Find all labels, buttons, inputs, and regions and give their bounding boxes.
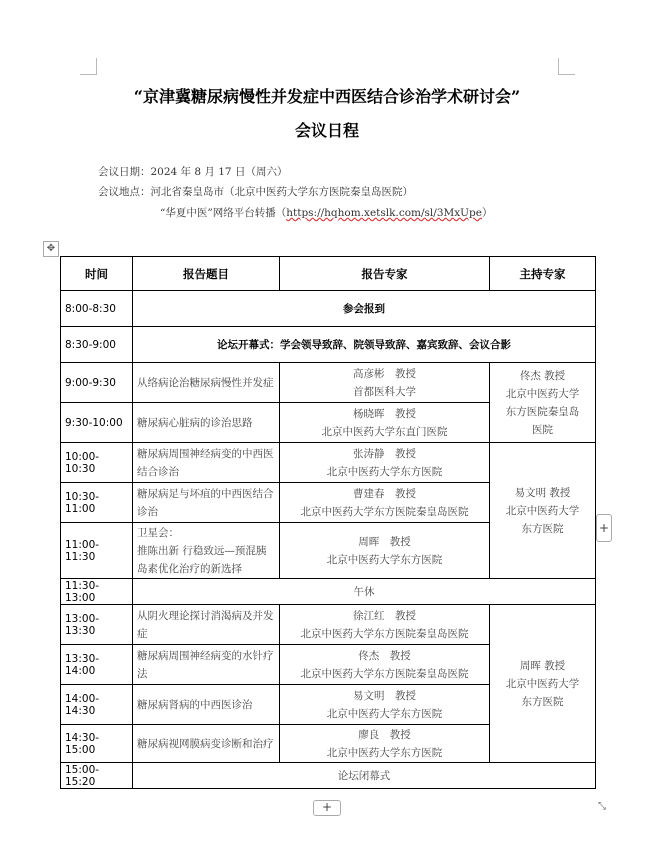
doc-subtitle: 会议日程 (294, 121, 359, 140)
row-time: 10:30-11:00 (61, 483, 133, 523)
table-row (61, 579, 596, 605)
expert-affiliation: 北京中医药大学东方医院秦皇岛医院 (300, 667, 469, 680)
row-time: 13:00-13:30 (61, 605, 133, 645)
row-host (490, 363, 596, 443)
schedule-table (60, 256, 596, 789)
row-time: 11:00-11:30 (61, 523, 133, 579)
row-time: 10:00-10:30 (61, 443, 133, 483)
header-expert: 报告专家 (280, 257, 490, 291)
expert-affiliation: 北京中医药大学东方医院 (326, 707, 443, 720)
row-topic: 从络病论治糖尿病慢性并发症 (133, 363, 280, 403)
page-corner-mark-right (558, 58, 575, 75)
move-icon[interactable]: ✥ (43, 241, 59, 257)
header-time: 时间 (61, 257, 133, 291)
host-affiliation: 北京中医药大学 (505, 387, 580, 400)
row-topic: 从阴火理论探讨消渴病及并发症 (133, 605, 280, 645)
row-topic: 糖尿病视网膜病变诊断和治疗 (133, 725, 280, 763)
expert-name: 曹建春 教授 (353, 487, 416, 500)
row-topic: 糖尿病肾病的中西医诊治 (133, 685, 280, 725)
meeting-place: 会议地点：河北省秦皇岛市（北京中医药大学东方医院秦皇岛医院） (98, 186, 413, 198)
row-topic: 糖尿病周围神经病变的中西医结合诊治 (133, 443, 280, 483)
row-expert (280, 605, 490, 645)
row-topic: 糖尿病周围神经病变的水针疗法 (133, 645, 280, 685)
row-topic: 糖尿病足与坏疽的中西医结合诊治 (133, 483, 280, 523)
expert-name: 徐江红 教授 (353, 609, 416, 622)
row-expert (280, 403, 490, 443)
row-time: 15:00-15:20 (61, 763, 133, 789)
table-row (61, 327, 596, 363)
host-name: 周晖 教授 (519, 659, 566, 672)
row-expert (280, 363, 490, 403)
row-time: 13:30-14:00 (61, 645, 133, 685)
row-event: 参会报到 (133, 291, 596, 327)
table-row (61, 363, 596, 403)
topic-label: 卫星会： (137, 526, 179, 539)
row-expert (280, 443, 490, 483)
row-topic: 糖尿病心脏病的诊治思路 (133, 403, 280, 443)
expert-affiliation: 北京中医药大学东方医院 (326, 465, 443, 478)
broadcast-link[interactable]: https://hqhom.xetslk.com/sl/3MxUpe (286, 207, 482, 219)
broadcast-suffix: ） (481, 207, 493, 219)
table-row (61, 605, 596, 645)
row-event: 论坛闭幕式 (133, 763, 596, 789)
row-time: 8:00-8:30 (61, 291, 133, 327)
expert-affiliation: 首都医科大学 (353, 385, 416, 398)
topic-title: 推陈出新 行稳致远—预混胰岛素优化治疗的新选择 (137, 544, 267, 575)
add-row-plus-icon[interactable]: + (313, 800, 341, 816)
host-name: 佟杰 教授 (519, 369, 566, 382)
expert-name: 周晖 教授 (358, 535, 411, 548)
meeting-date: 会议日期：2024 年 8 月 17 日（周六） (98, 166, 288, 178)
expert-affiliation: 北京中医药大学东直门医院 (321, 425, 448, 438)
expert-affiliation: 北京中医药大学东方医院 (326, 746, 443, 759)
row-expert (280, 483, 490, 523)
host-affiliation: 东方医院秦皇岛 (505, 405, 580, 418)
row-time: 9:30-10:00 (61, 403, 133, 443)
expert-name: 高彦彬 教授 (353, 367, 416, 380)
header-host: 主持专家 (490, 257, 596, 291)
row-time: 11:30-13:00 (61, 579, 133, 605)
expert-affiliation: 北京中医药大学东方医院 (326, 553, 443, 566)
row-time: 14:30-15:00 (61, 725, 133, 763)
row-event: 午休 (133, 579, 596, 605)
row-host (490, 443, 596, 579)
row-expert (280, 685, 490, 725)
host-affiliation: 东方医院 (521, 695, 564, 708)
resize-icon[interactable]: ⤡ (598, 801, 606, 812)
meeting-broadcast (160, 205, 492, 220)
table-header-row (61, 257, 596, 291)
table-row (61, 763, 596, 789)
doc-title: “京津冀糖尿病慢性并发症中西医结合诊治学术研讨会” (133, 87, 521, 106)
expert-name: 佟杰 教授 (358, 649, 411, 662)
page-corner-mark-left (80, 58, 97, 75)
row-host (490, 605, 596, 763)
expert-name: 易文明 教授 (353, 689, 416, 702)
row-event: 论坛开幕式：学会领导致辞、院领导致辞、嘉宾致辞、会议合影 (133, 327, 596, 363)
row-time: 14:00-14:30 (61, 685, 133, 725)
row-expert (280, 725, 490, 763)
host-affiliation: 医院 (532, 423, 553, 436)
header-topic: 报告题目 (133, 257, 280, 291)
host-affiliation: 东方医院 (521, 522, 564, 535)
expert-affiliation: 北京中医药大学东方医院秦皇岛医院 (300, 505, 469, 518)
host-affiliation: 北京中医药大学 (505, 677, 580, 690)
add-column-plus-icon[interactable]: + (596, 514, 612, 542)
expert-affiliation: 北京中医药大学东方医院秦皇岛医院 (300, 627, 469, 640)
row-expert (280, 523, 490, 579)
host-name: 易文明 教授 (514, 486, 571, 499)
broadcast-prefix: “华夏中医”网络平台转播（ (160, 207, 287, 219)
table-row (61, 291, 596, 327)
row-expert (280, 645, 490, 685)
expert-name: 廖良 教授 (358, 728, 411, 741)
host-affiliation: 北京中医药大学 (505, 504, 580, 517)
expert-name: 杨晓晖 教授 (353, 407, 416, 420)
row-time: 9:00-9:30 (61, 363, 133, 403)
row-time: 8:30-9:00 (61, 327, 133, 363)
table-row (61, 443, 596, 483)
row-topic (133, 523, 280, 579)
expert-name: 张涛静 教授 (353, 447, 416, 460)
